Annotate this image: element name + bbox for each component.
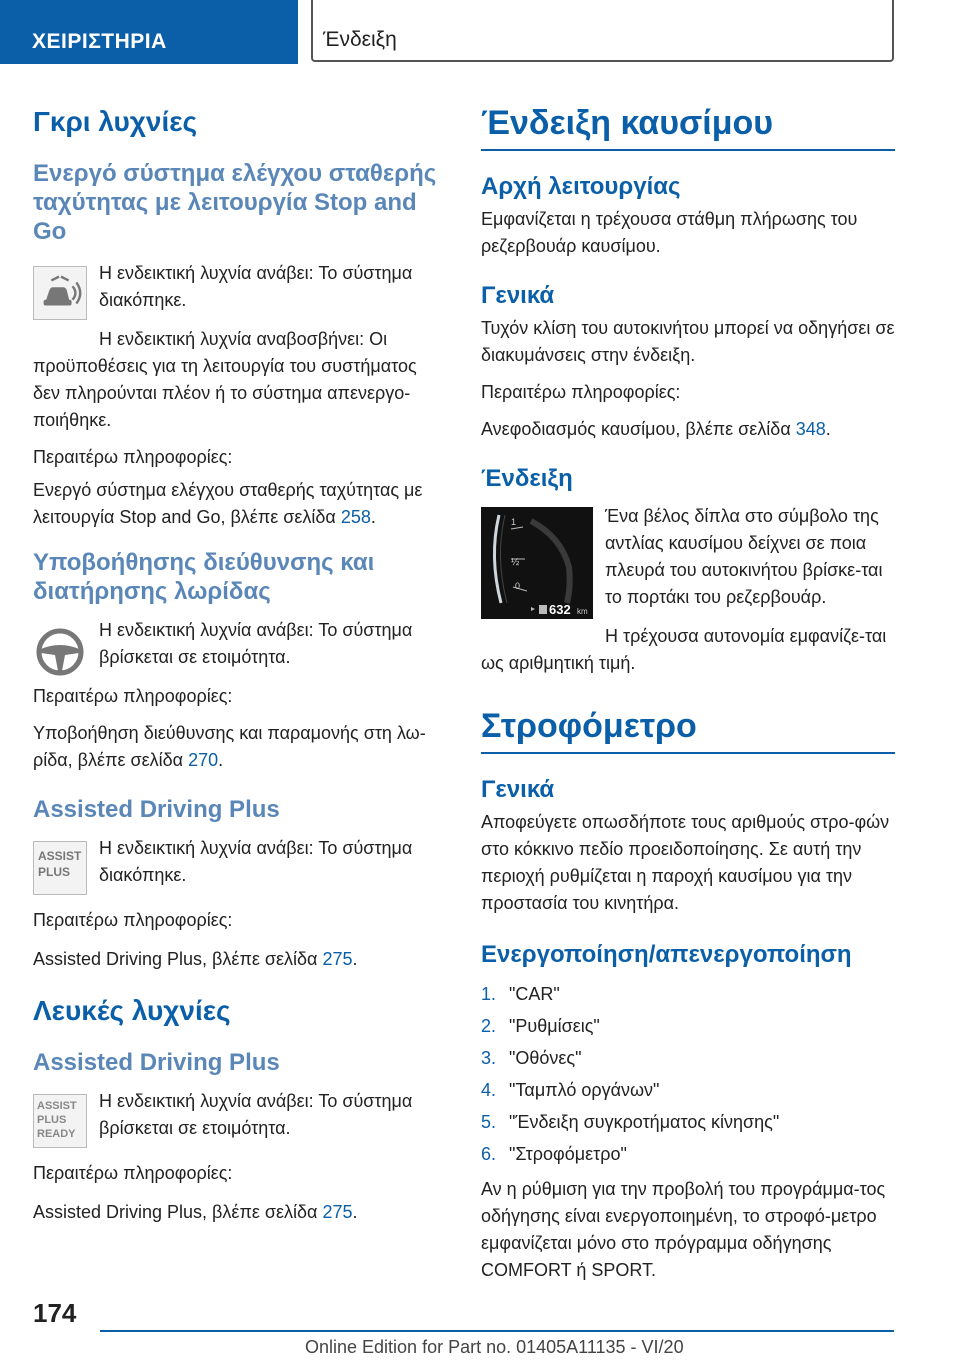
cruise-text-blink: Η ενδεικτική λυχνία αναβοσβήνει: Οι προϋποθέσεις για τη λειτουργία του συστήματος δεν πληρούνται πλέον ή το σύστημα απενεργο‐ποιήθηκε.: [33, 329, 417, 431]
principle-text: Εμφανίζεται η τρέχουσα στάθμη πλήρωσης του ρεζερβουάρ καυσίμου.: [481, 208, 858, 256]
gauge-empty-mark: 0: [515, 581, 521, 592]
assist-plus-icon: ASSIST PLUS: [33, 841, 87, 895]
adp-white-text: Η ενδεικτική λυχνία ανάβει: Το σύστημα βρίσκεται σε ετοιμότητα.: [99, 1090, 413, 1138]
fuel-gauge-image: [481, 507, 593, 619]
cruise-page-link[interactable]: 258: [340, 507, 371, 528]
page-number: 174: [33, 1298, 77, 1328]
cruise-reference: Ενεργό σύστημα ελέγχου σταθερής ταχύτητας με λειτουργία Stop and Go, βλέπε σελίδα 258.: [33, 480, 423, 528]
header-section-tab: [0, 0, 298, 64]
footer-divider: [100, 1330, 894, 1332]
cruise-control-icon: [33, 266, 87, 320]
cruise-more-info: Περαιτέρω πληροφορίες:: [33, 447, 233, 468]
step-item: 4. "Ταμπλό οργάνων": [481, 1079, 660, 1100]
heading-principle: Αρχή λειτουργίας: [481, 173, 681, 200]
steering-reference: Υποβοήθηση διεύθυνσης και παραμονής στη λω‐ρίδα, βλέπε σελίδα 270.: [33, 722, 426, 770]
fuel-display-text-range: Η τρέχουσα αυτονομία εμφανίζε‐ται ως αριθμητική τιμή.: [481, 626, 887, 674]
adp-gray-text: Η ενδεικτική λυχνία ανάβει: Το σύστημα διακόπηκε.: [99, 837, 413, 885]
cruise-text-on: Η ενδεικτική λυχνία ανάβει: Το σύστημα διακόπηκε.: [99, 263, 413, 311]
step-item: 6. "Στροφόμετρο": [481, 1143, 627, 1164]
heading-fuel-general: Γενικά: [481, 281, 555, 309]
steering-more-info: Περαιτέρω πληροφορίες:: [33, 685, 233, 706]
gauge-full-mark: 1: [511, 517, 517, 528]
fuel-pump-icon: [539, 605, 547, 614]
fuel-page-link[interactable]: 348: [795, 418, 826, 439]
steering-text-on: Η ενδεικτική λυχνία ανάβει: Το σύστημα βρίσκεται σε ετοιμότητα.: [99, 619, 413, 667]
fuel-reference: Ανεφοδιασμός καυσίμου, βλέπε σελίδα 348.: [481, 418, 831, 439]
step-item: 2. "Ρυθμίσεις": [481, 1015, 600, 1036]
footer-edition: Online Edition for Part no. 01405A11135 - VI/20: [305, 1337, 684, 1357]
assist-plus-ready-icon: ASSIST PLUS READY: [33, 1094, 87, 1148]
adp-gray-more-info: Περαιτέρω πληροφορίες:: [33, 909, 233, 930]
tacho-closing-text: Αν η ρύθμιση για την προβολή του προγράμμα‐τος οδήγησης είναι ενεργοποιημένη, το στροφό‐μετρο εμφανίζεται μόνο στο πρόγραμμα οδήγησης COMFORT ή SPORT.: [481, 1178, 886, 1280]
heading-adp-white: Assisted Driving Plus: [33, 1048, 280, 1076]
adp-white-block: [33, 1088, 443, 1148]
adp-white-more-info: Περαιτέρω πληροφορίες:: [33, 1162, 233, 1183]
adp-white-reference: Assisted Driving Plus, βλέπε σελίδα 275.: [33, 1201, 358, 1222]
gauge-half-mark: ½: [511, 557, 520, 569]
gauge-range-unit: km: [577, 607, 588, 617]
adp-white-page-link[interactable]: 275: [322, 1201, 353, 1222]
activation-steps: [481, 978, 895, 1170]
heading-adp-gray: Assisted Driving Plus: [33, 795, 280, 823]
header-chapter-box: [311, 0, 894, 62]
header-chapter-label: Ένδειξη: [323, 28, 397, 51]
steering-page-link[interactable]: 270: [188, 749, 219, 770]
heading-fuel-gauge: Ένδειξη καυσίμου: [481, 104, 895, 151]
steering-wheel-icon: [33, 625, 87, 679]
adp-gray-page-link[interactable]: 275: [322, 948, 353, 969]
header-section-label: ΧΕΙΡΙΣΤΗΡΙΑ: [32, 30, 167, 53]
heading-white-lamps: Λευκές λυχνίες: [33, 994, 231, 1026]
adp-gray-reference: Assisted Driving Plus, βλέπε σελίδα 275.: [33, 948, 358, 969]
gauge-range-value: 632: [549, 602, 571, 618]
step-item: 5. "Ένδειξη συγκροτήματος κίνησης": [481, 1111, 780, 1132]
cruise-indicator-block: [33, 260, 443, 320]
heading-fuel-display: Ένδειξη: [481, 464, 573, 492]
heading-gray-lamps: Γκρι λυχνίες: [33, 106, 198, 137]
fuel-general-text: Τυχόν κλίση του αυτοκινήτου μπορεί να οδηγήσει σε διακυμάνσεις στην ένδειξη.: [481, 317, 895, 365]
heading-activation: Ενεργοποίηση/απενεργοποίηση: [481, 941, 852, 969]
step-item: 3. "Οθόνες": [481, 1047, 582, 1068]
heading-tacho-general: Γενικά: [481, 776, 555, 804]
right-column: [481, 96, 895, 1284]
fuel-display-block: [481, 503, 895, 621]
fuel-more-info: Περαιτέρω πληροφορίες:: [481, 381, 681, 402]
adp-gray-block: [33, 835, 443, 895]
tacho-general-text: Αποφεύγετε οπωσδήποτε τους αριθμούς στρο‐φών στο κόκκινο πεδίο προειδοποίησης. Σε αυτή την περιοχή ρυθμίζεται η παροχή καυσίμου για την προστασία του κινητήρα.: [481, 812, 890, 914]
heading-tachometer: Στροφόμετρο: [481, 707, 895, 754]
left-column: [33, 96, 443, 1226]
steering-indicator-block: [33, 617, 443, 677]
fuel-display-text-arrow: Ένα βέλος δίπλα στο σύμβολο της αντλίας καυσίμου δείχνει σε ποια πλευρά του αυτοκινήτου βρίσκε‐ται το πορτάκι του ρεζερβουάρ.: [605, 506, 883, 608]
heading-steering-assist: Υποβοήθησης διεύθυνσης και διατήρησης λωρίδας: [33, 549, 375, 606]
heading-cruise-control: Ενεργό σύστημα ελέγχου σταθερής ταχύτητας με λειτουργία Stop and Go: [33, 160, 437, 245]
step-item: 1. "CAR": [481, 983, 560, 1004]
